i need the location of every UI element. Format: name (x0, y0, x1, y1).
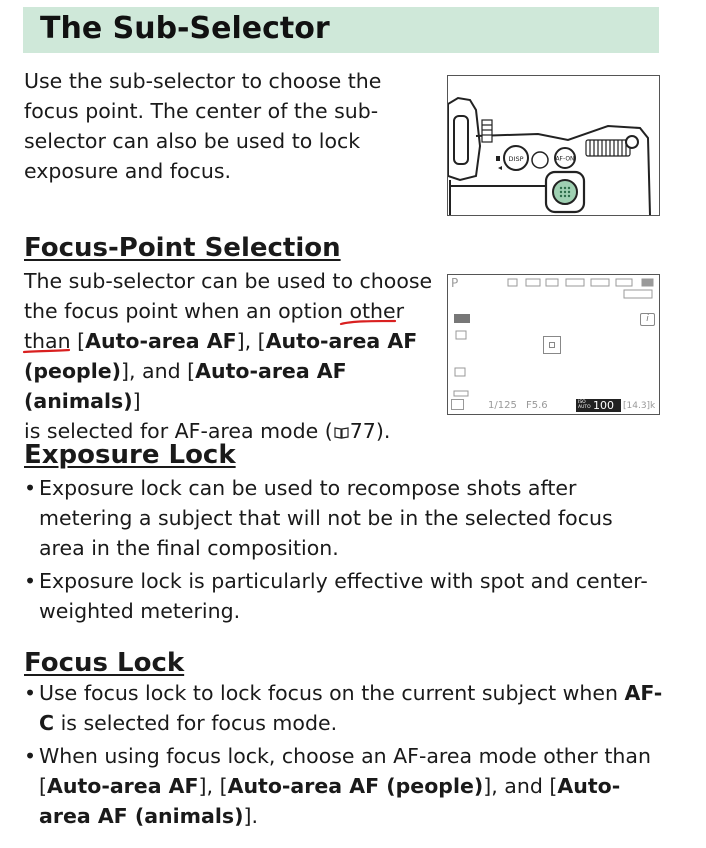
focus-point-paragraph (24, 266, 434, 446)
camera-sub-selector-illustration (447, 75, 660, 216)
list-item: • Use focus lock to lock focus on the current subject when AF-C is selected for focus mode. (24, 678, 664, 738)
title-bar (23, 7, 659, 53)
word-than: than (24, 329, 71, 353)
focus-point-line-5: is selected for AF-area mode ( 77). (24, 419, 391, 443)
info-icon: i (640, 313, 655, 326)
page-reference[interactable]: 77 (349, 419, 376, 443)
top-status-icons (506, 278, 656, 288)
shutter-speed: 1/125 (488, 400, 517, 411)
frames-remaining: [14.3]k (623, 401, 656, 411)
list-item: • Exposure lock can be used to recompose shots after metering a subject that will not be in the selected focus area in the final composition. (24, 473, 664, 563)
aperture: F5.6 (526, 400, 548, 411)
word-other: other (349, 299, 405, 323)
intro-paragraph: Use the sub-selector to choose the focus point. The center of the sub-selector can also be used to lock exposure and focus. (24, 69, 382, 183)
focus-point-line-3: than [Auto-area AF], [Auto-area AF (24, 329, 418, 353)
focus-point-icon (543, 336, 561, 354)
focus-point-line-2: the focus point when an option other (24, 299, 405, 323)
svg-text:DISP: DISP (508, 155, 524, 163)
book-icon (334, 417, 349, 430)
focus-lock-list (24, 678, 664, 834)
exposure-lock-list (24, 473, 664, 629)
focus-point-heading: Focus-Point Selection (24, 233, 341, 263)
exposure-lock-heading: Exposure Lock (24, 440, 236, 470)
focus-point-line-4: (people)], and [Auto-area AF (animals)] (24, 359, 347, 413)
list-item: • Exposure lock is particularly effective with spot and center-weighted metering. (24, 566, 664, 626)
left-status-icons (453, 313, 473, 407)
shooting-mode: P (451, 276, 459, 290)
exposure-mode-icon (451, 399, 464, 410)
list-item: • When using focus lock, choose an AF-area mode other than [Auto-area AF], [Auto-area AF (people)], and [Auto-area AF (animals)]. (24, 741, 664, 831)
camera-body-drawing (448, 76, 659, 215)
iso-badge: ISO AUTO 100 (576, 399, 621, 412)
focus-lock-heading: Focus Lock (24, 648, 185, 678)
focus-point-line-1: The sub-selector can be used to choose (24, 269, 433, 293)
page-title: The Sub-Selector (40, 11, 330, 46)
svg-text:AF-ON: AF-ON (555, 155, 575, 163)
viewfinder-display-illustration (447, 274, 660, 415)
